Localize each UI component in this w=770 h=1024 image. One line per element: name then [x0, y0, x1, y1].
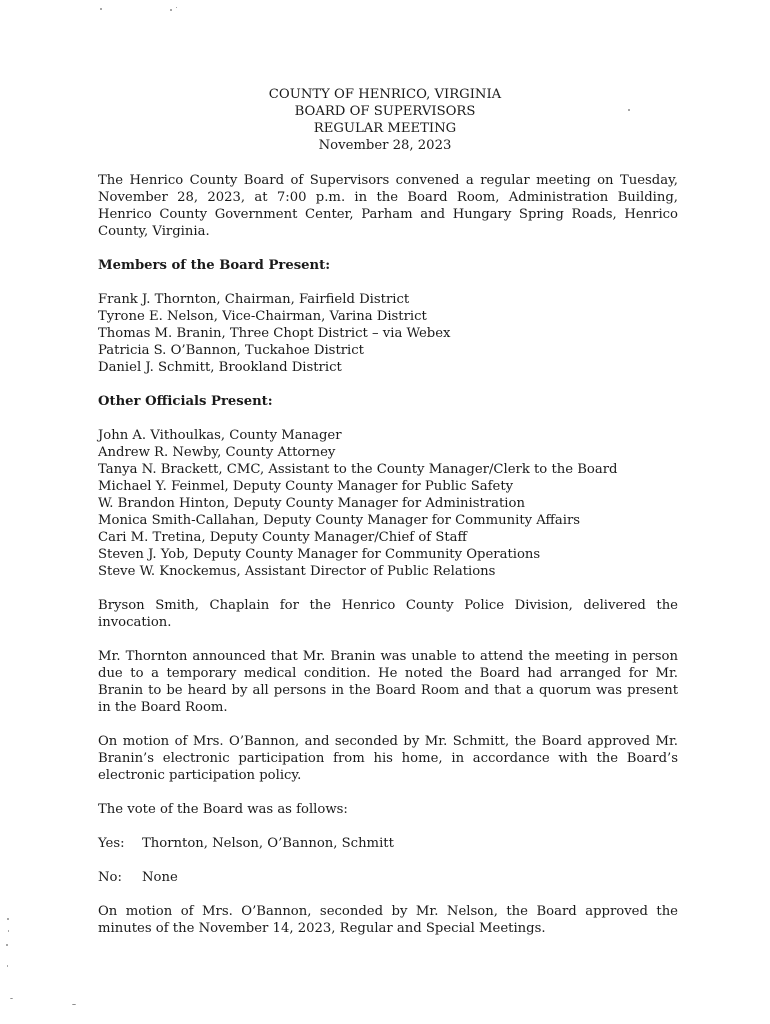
invocation-paragraph: Bryson Smith, Chaplain for the Henrico County Police Division, delivered the invocation.	[98, 598, 678, 630]
scan-speck	[8, 930, 9, 932]
scan-speck	[7, 918, 9, 920]
intro-paragraph: The Henrico County Board of Supervisors convened a regular meeting on Tuesday, November 28, 2023, at 7:00 p.m. in the Board Room, Administration Building, Henrico County Government Center, Parham and Hungary Spring Roads, Henrico County, Virginia.	[98, 173, 678, 239]
official-item: Tanya N. Brackett, CMC, Assistant to the County Manager/Clerk to the Board	[98, 462, 618, 477]
vote-yes-line	[98, 835, 678, 852]
official-item: Cari M. Tretina, Deputy County Manager/Chief of Staff	[98, 530, 467, 545]
vote-yes-label: Yes:	[98, 836, 125, 851]
vote-no-line	[98, 869, 678, 886]
official-item: Steve W. Knockemus, Assistant Director of Public Relations	[98, 564, 496, 579]
county-title: COUNTY OF HENRICO, VIRGINIA	[268, 87, 502, 102]
scan-speck	[6, 944, 8, 946]
official-item: Monica Smith-Callahan, Deputy County Manager for Community Affairs	[98, 513, 581, 528]
minutes-motion-paragraph: On motion of Mrs. O’Bannon, seconded by Mr. Nelson, the Board approved the minutes of the November 14, 2023, Regular and Special Meetings.	[98, 904, 678, 936]
official-item: Andrew R. Newby, County Attorney	[98, 445, 336, 460]
member-item: Frank J. Thornton, Chairman, Fairfield District	[98, 292, 410, 307]
official-item: W. Brandon Hinton, Deputy County Manager for Administration	[98, 496, 525, 511]
meeting-type: REGULAR MEETING	[313, 121, 457, 136]
officials-list	[98, 427, 678, 580]
official-item: Michael Y. Feinmel, Deputy County Manager for Public Safety	[98, 479, 514, 494]
official-item: John A. Vithoulkas, County Manager	[98, 428, 342, 443]
vote-yes-value: Thornton, Nelson, O’Bannon, Schmitt	[142, 836, 394, 851]
member-item: Thomas M. Branin, Three Chopt District – via Webex	[98, 326, 451, 341]
scan-speck	[176, 7, 177, 8]
scan-speck	[7, 965, 8, 967]
document-body	[98, 172, 678, 954]
officials-heading: Other Officials Present:	[98, 394, 273, 409]
scan-speck	[100, 8, 102, 10]
scan-speck	[170, 9, 172, 11]
motion-paragraph: On motion of Mrs. O’Bannon, and seconded by Mr. Schmitt, the Board approved Mr. Branin’s electronic participation from his home, in accordance with the Board’s electronic participation policy.	[98, 734, 678, 783]
scan-speck	[10, 998, 13, 999]
members-heading: Members of the Board Present:	[98, 258, 331, 273]
meeting-date: November 28, 2023	[318, 138, 452, 153]
vote-no-value: None	[142, 870, 178, 885]
member-item: Daniel J. Schmitt, Brookland District	[98, 360, 342, 375]
official-item: Steven J. Yob, Deputy County Manager for Community Operations	[98, 547, 541, 562]
announcement-paragraph: Mr. Thornton announced that Mr. Branin was unable to attend the meeting in person due to a temporary medical condition. He noted the Board had arranged for Mr. Branin to be heard by all persons in the Board Room and that a quorum was present in the Board Room.	[98, 649, 678, 715]
vote-intro: The vote of the Board was as follows:	[98, 802, 348, 817]
member-item: Tyrone E. Nelson, Vice-Chairman, Varina District	[98, 309, 427, 324]
member-item: Patricia S. O’Bannon, Tuckahoe District	[98, 343, 364, 358]
members-list	[98, 291, 678, 376]
scan-speck	[72, 1004, 76, 1005]
vote-no-label: No:	[98, 870, 122, 885]
board-title: BOARD OF SUPERVISORS	[294, 104, 476, 119]
document-header	[0, 86, 770, 154]
